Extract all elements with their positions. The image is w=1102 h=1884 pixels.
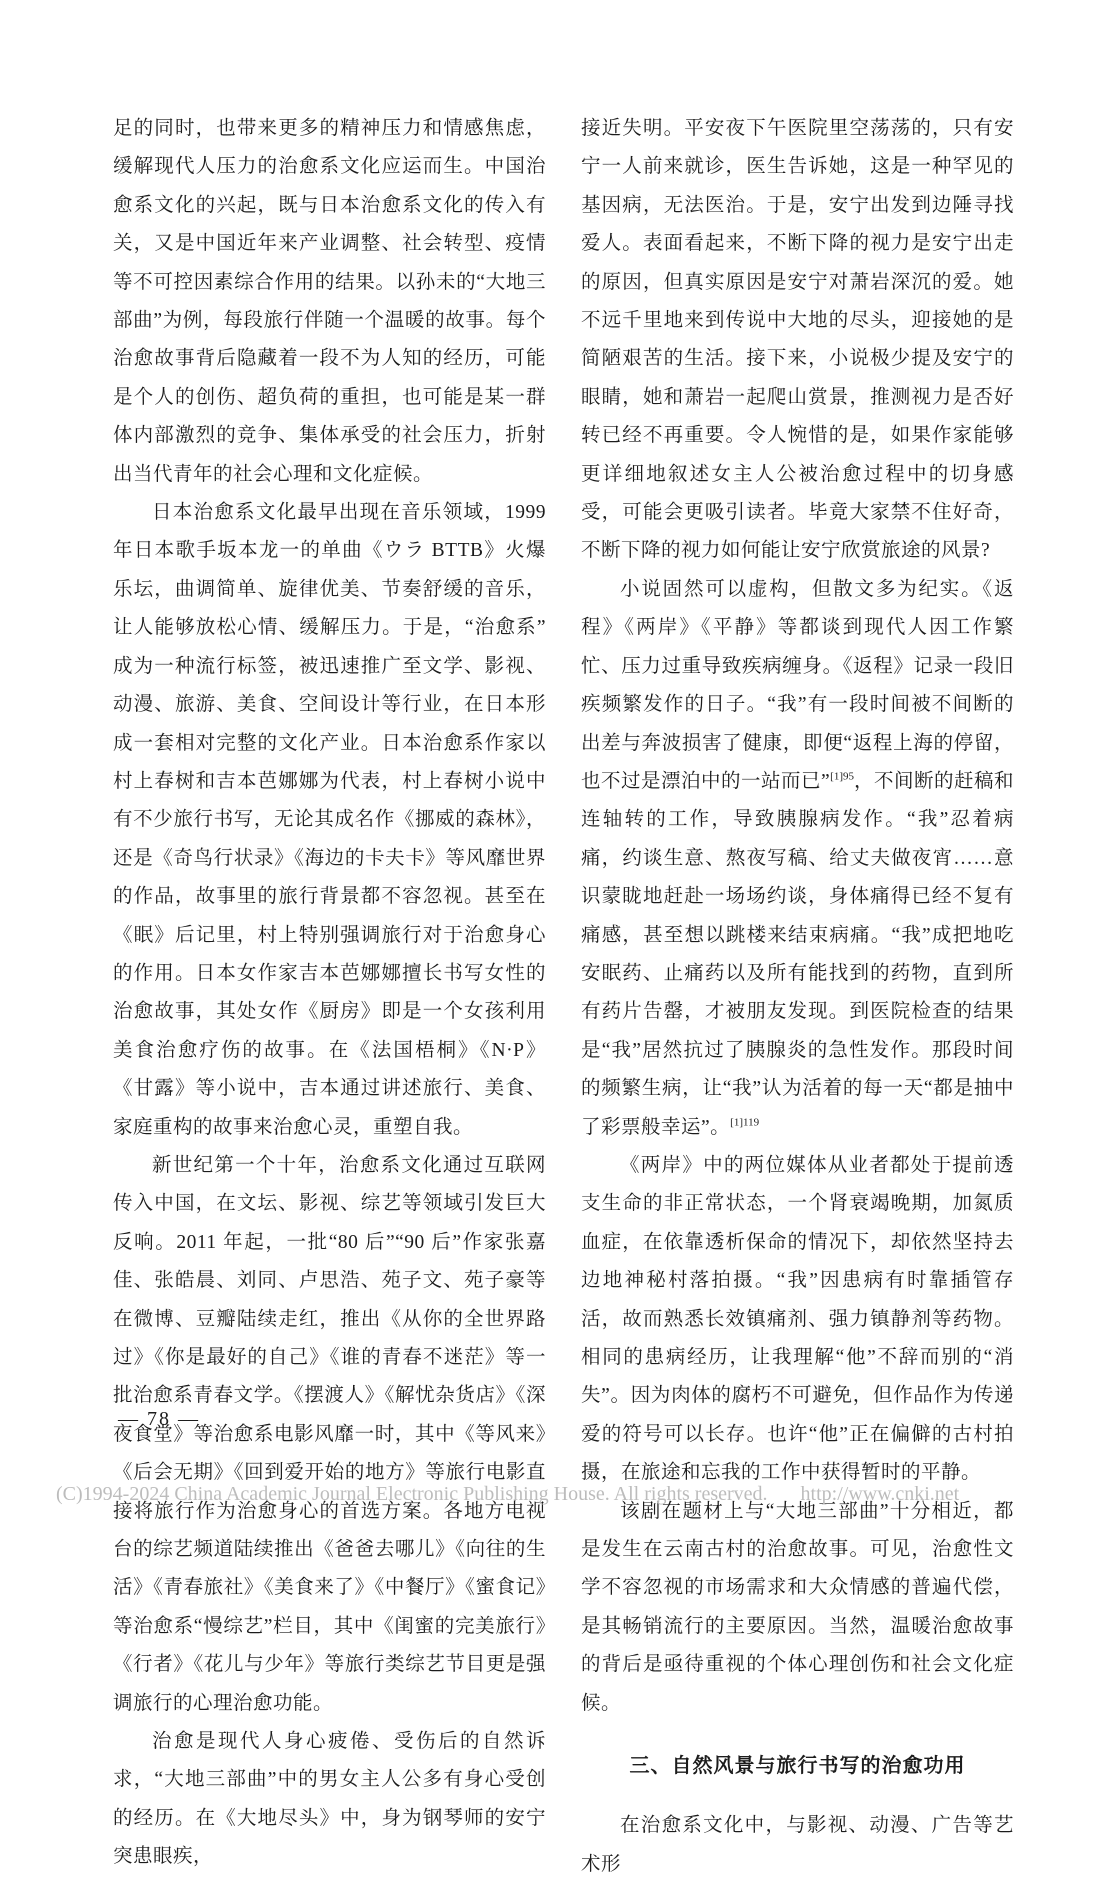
citation-ref: [1]95 [830,770,854,783]
left-column [113,110,546,1884]
section-heading: 三、自然风景与旅行书写的治愈功用 [629,1755,966,1778]
paragraph: 该剧在题材上与“大地三部曲”十分相近，都是发生在云南古村的治愈故事。可见，治愈性文学不容忽视的市场需求和大众情感的普遍代偿，是其畅销流行的主要原因。当然，温暖治愈故事的背后是亟待重视的个体心理创伤和社会文化症候。 [581,1500,1014,1714]
paragraph: 接近失明。平安夜下午医院里空荡荡的，只有安宁一人前来就诊，医生告诉她，这是一种罕见的基因病，无法医治。于是，安宁出发到边陲寻找爱人。表面看起来，不断下降的视力是安宁出走的原因，但真实原因是安宁对萧岩深沉的爱。她不远千里地来到传说中大地的尽头，迎接她的是简陋艰苦的生活。接下来，小说极少提及安宁的眼睛，她和萧岩一起爬山赏景，推测视力是否好转已经不再重要。令人惋惜的是，如果作家能够更详细地叙述女主人公被治愈过程中的切身感受，可能会更吸引读者。毕竟大家禁不住好奇，不断下降的视力如何能让安宁欣赏旅途的风景? [581,118,1014,562]
citation-ref: [1]119 [730,1116,760,1129]
paragraph: 新世纪第一个十年，治愈系文化通过互联网传入中国，在文坛、影视、综艺等领域引发巨大反响。2011 年起，一批“80 后”“90 后”作家张嘉佳、张皓晨、刘同、卢思浩、苑子文、苑子豪等在微博、豆瓣陆续走红，推出《从你的全世界路过》《你是最好的自己》《谁的青春不迷茫》等一批治愈系青春文学。《摆渡人》《解忧杂货店》《深夜食堂》等治愈系电影风靡一时，其中《等风来》《后会无期》《回到爱开始的地方》等旅行电影直接将旅行作为治愈身心的首选方案。各地方电视台的综艺频道陆续推出《爸爸去哪儿》《向往的生活》《青春旅社》《美食来了》《中餐厅》《蜜食记》等治愈系“慢综艺”栏目，其中《闺蜜的完美旅行》《行者》《花儿与少年》等旅行类综艺节目更是强调旅行的心理治愈功能。 [113,1154,546,1714]
page-number: — 78 — [118,1408,200,1430]
footer [56,1483,959,1506]
paragraph: 足的同时，也带来更多的精神压力和情感焦虑，缓解现代人压力的治愈系文化应运而生。中国治愈系文化的兴起，既与日本治愈系文化的传入有关，又是中国近年来产业调整、社会转型、疫情等不可控因素综合作用的结果。以孙未的“大地三部曲”为例，每段旅行伴随一个温暖的故事。每个治愈故事背后隐藏着一段不为人知的经历，可能是个人的创伤、超负荷的重担，也可能是某一群体内部激烈的竞争、集体承受的社会压力，折射出当代青年的社会心理和文化症候。 [113,118,546,485]
paragraph: 日本治愈系文化最早出现在音乐领域，1999 年日本歌手坂本龙一的单曲《ウラ BTTB》火爆乐坛，曲调简单、旋律优美、节奏舒缓的音乐，让人能够放松心情、缓解压力。于是，“治愈系”成为一种流行标签，被迅速推广至文学、影视、动漫、旅游、美食、空间设计等行业，在日本形成一套相对完整的文化产业。日本治愈系作家以村上春树和吉本芭娜娜为代表，村上春树小说中有不少旅行书写，无论其成名作《挪威的森林》，还是《奇鸟行状录》《海边的卡夫卡》等风靡世界的作品，故事里的旅行背景都不容忽视。甚至在《眠》后记里，村上特别强调旅行对于治愈身心的作用。日本女作家吉本芭娜娜擅长书写女性的治愈故事，其处女作《厨房》即是一个女孩利用美食治愈疗伤的故事。在《法国梧桐》《N·P》《甘露》等小说中，吉本通过讲述旅行、美食、家庭重构的故事来治愈心灵，重塑自我。 [113,502,546,1138]
footer-copyright: (C)1994-2024 China Academic Journal Electronic Publishing House. All rights reserved. [56,1483,768,1505]
footer-url: http://www.cnki.net [800,1483,960,1505]
right-column [581,110,1014,1884]
paragraph: 《两岸》中的两位媒体从业者都处于提前透支生命的非正常状态，一个肾衰竭晚期，加氮质血症，在依靠透析保命的情况下，却依然坚持去边地神秘村落拍摄。“我”因患病有时靠插管存活，故而熟悉长效镇痛剂、强力镇静剂等药物。相同的患病经历，让我理解“他”不辞而别的“消失”。因为肉体的腐朽不可避免，但作品作为传递爱的符号可以长存。也许“他”正在偏僻的古村拍摄，在旅途和忘我的工作中获得暂时的平静。 [581,1154,1014,1484]
paragraph: 小说固然可以虚构，但散文多为纪实。《返程》《两岸》《平静》等都谈到现代人因工作繁忙、压力过重导致疾病缠身。《返程》记录一段旧疾频繁发作的日子。“我”有一段时间被不间断的出差与奔波损害了健康，即便“返程上海的停留，也不过是漂泊中的一站而已”$^{[1]95}$，不间断的赶稿和连轴转的工作，导致胰腺病发作。“我”忍着病痛，约谈生意、熬夜写稿、给丈夫做夜宵……意识蒙眬地赶赴一场场约谈，身体痛得已经不复有痛感，甚至想以跳楼来结束病痛。“我”成把地吃安眠药、止痛药以及所有能找到的药物，直到所有药片告罄，才被朋友发现。到医院检查的结果是“我”居然抗过了胰腺炎的急性发作。那段时间的频繁生病，让“我”认为活着的每一天“都是抽中了彩票般幸运”。$^{[1]119}$ [581,578,1014,1138]
paragraph: 治愈是现代人身心疲倦、受伤后的自然诉求，“大地三部曲”中的男女主人公多有身心受创的经历。在《大地尽头》中，身为钢琴师的安宁突患眼疾， [113,1731,546,1868]
page-body [113,110,1014,1884]
paragraph: 在治愈系文化中，与影视、动漫、广告等艺术形 [581,1815,1014,1875]
